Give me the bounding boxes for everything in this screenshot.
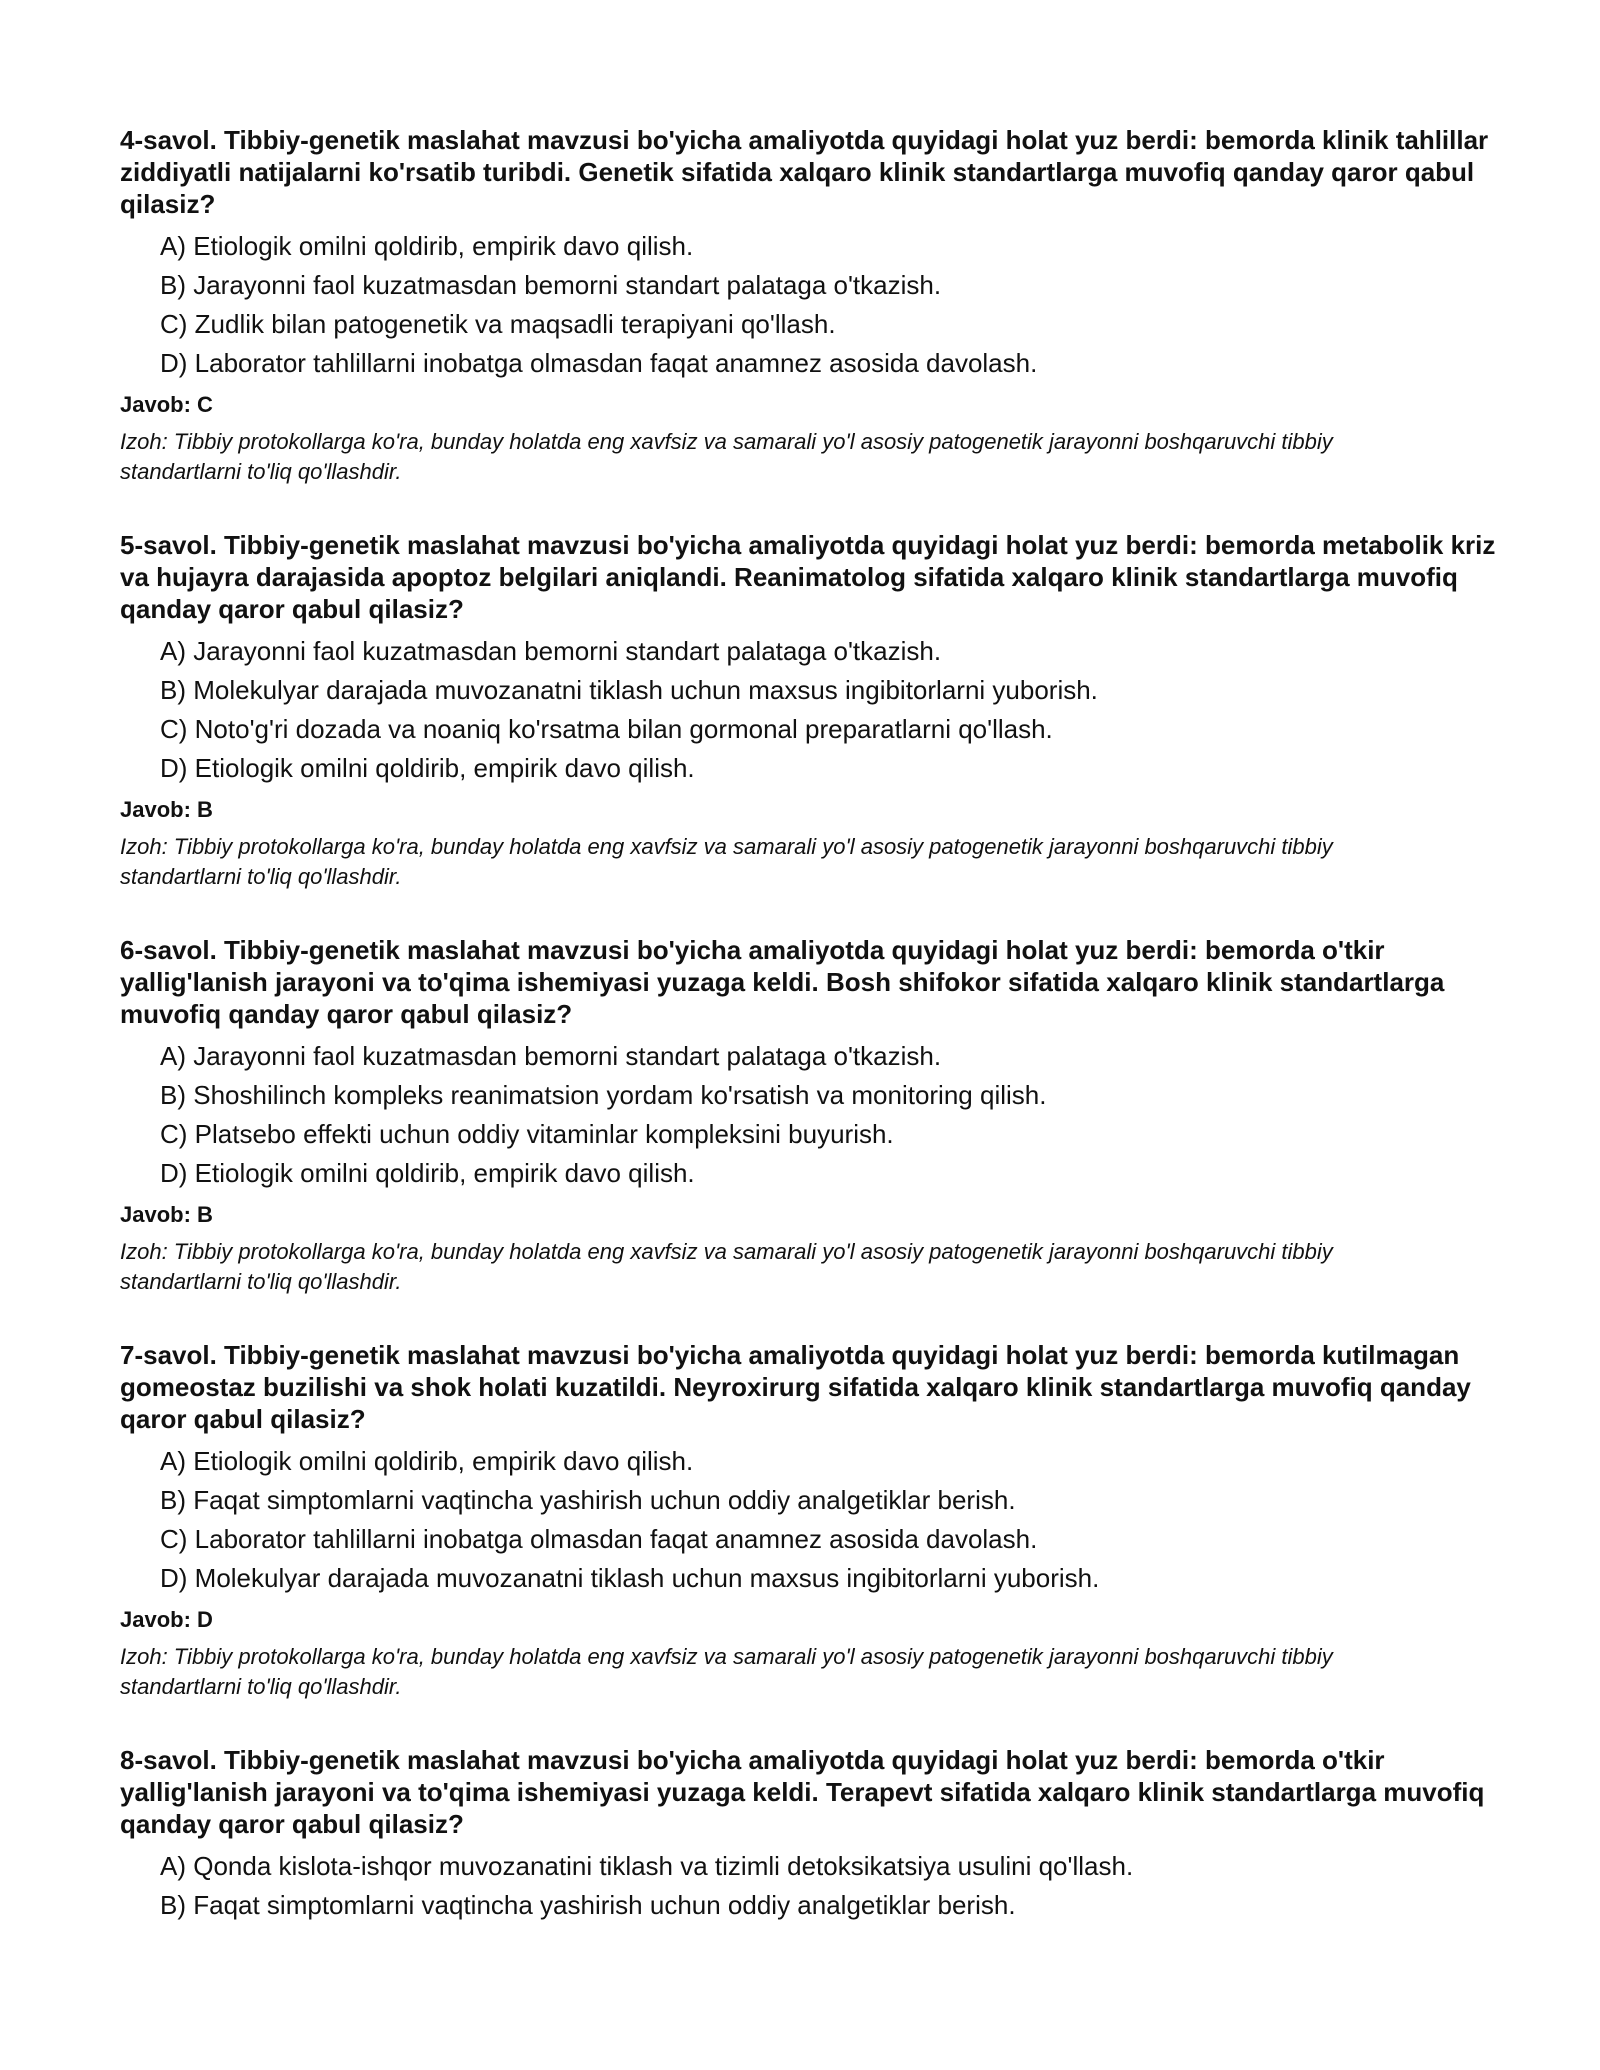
answer: Javob: B: [120, 1202, 213, 1227]
question-title: 6-savol. Tibbiy-genetik maslahat mavzusi bo'yicha amaliyotda quyidagi holat yuz berdi: bemorda o'tkir yallig'lanish jarayoni va to'qima ishemiyasi yuzaga keldi. Bosh shifokor sifatida xalqaro klinik standartlarga muvofiq qanday qaror qabul qilasiz?: [120, 935, 1445, 1029]
options-list: [120, 230, 1500, 379]
question-8: [120, 1744, 1500, 1921]
question-6: [120, 934, 1500, 1297]
option-d: D) Laborator tahlillarni inobatga olmasdan faqat anamnez asosida davolash.: [160, 348, 1038, 378]
option-d: D) Molekulyar darajada muvozanatni tiklash uchun maxsus ingibitorlarni yuborish.: [160, 1563, 1100, 1593]
question-title: 4-savol. Tibbiy-genetik maslahat mavzusi bo'yicha amaliyotda quyidagi holat yuz berdi: bemorda klinik tahlillar ziddiyatli natijalarni ko'rsatib turibdi. Genetik sifatida xalqaro klinik standartlarga muvofiq qanday qaror qabul qilasiz?: [120, 125, 1489, 219]
option-a: A) Etiologik omilni qoldirib, empirik davo qilish.: [160, 1446, 694, 1476]
option-b: B) Faqat simptomlarni vaqtincha yashirish uchun oddiy analgetiklar berish.: [160, 1890, 1016, 1920]
option-d: D) Etiologik omilni qoldirib, empirik davo qilish.: [160, 1158, 695, 1188]
option-b: B) Molekulyar darajada muvozanatni tiklash uchun maxsus ingibitorlarni yuborish.: [160, 675, 1098, 705]
option-c: C) Zudlik bilan patogenetik va maqsadli terapiyani qo'llash.: [160, 309, 836, 339]
option-a: A) Etiologik omilni qoldirib, empirik davo qilish.: [160, 231, 694, 261]
option-b: B) Faqat simptomlarni vaqtincha yashirish uchun oddiy analgetiklar berish.: [160, 1485, 1016, 1515]
options-list: [120, 1850, 1500, 1921]
option-a: A) Jarayonni faol kuzatmasdan bemorni standart palataga o'tkazish.: [160, 636, 942, 666]
answer: Javob: D: [120, 1607, 213, 1632]
question-title: 5-savol. Tibbiy-genetik maslahat mavzusi bo'yicha amaliyotda quyidagi holat yuz berdi: bemorda metabolik kriz va hujayra darajasida apoptoz belgilari aniqlandi. Reanimatolog sifatida xalqaro klinik standartlarga muvofiq qanday qaror qabul qilasiz?: [120, 530, 1496, 624]
explanation: Izoh: Tibbiy protokollarga ko'ra, bunday holatda eng xavfsiz va samarali yo'l asosiy patogenetik jarayonni boshqaruvchi tibbiy standartlarni to'liq qo'llashdir.: [120, 834, 1333, 889]
answer: Javob: B: [120, 797, 213, 822]
option-b: B) Shoshilinch kompleks reanimatsion yordam ko'rsatish va monitoring qilish.: [160, 1080, 1047, 1110]
explanation: Izoh: Tibbiy protokollarga ko'ra, bunday holatda eng xavfsiz va samarali yo'l asosiy patogenetik jarayonni boshqaruvchi tibbiy standartlarni to'liq qo'llashdir.: [120, 429, 1333, 484]
option-b: B) Jarayonni faol kuzatmasdan bemorni standart palataga o'tkazish.: [160, 270, 942, 300]
explanation: Izoh: Tibbiy protokollarga ko'ra, bunday holatda eng xavfsiz va samarali yo'l asosiy patogenetik jarayonni boshqaruvchi tibbiy standartlarni to'liq qo'llashdir.: [120, 1239, 1333, 1294]
answer: Javob: C: [120, 392, 213, 417]
options-list: [120, 1445, 1500, 1594]
option-a: A) Qonda kislota-ishqor muvozanatini tiklash va tizimli detoksikatsiya usulini qo'llash.: [160, 1851, 1134, 1881]
option-c: C) Platsebo effekti uchun oddiy vitaminlar kompleksini buyurish.: [160, 1119, 894, 1149]
explanation: Izoh: Tibbiy protokollarga ko'ra, bunday holatda eng xavfsiz va samarali yo'l asosiy patogenetik jarayonni boshqaruvchi tibbiy standartlarni to'liq qo'llashdir.: [120, 1644, 1333, 1699]
options-list: [120, 635, 1500, 784]
options-list: [120, 1040, 1500, 1189]
question-7: [120, 1339, 1500, 1702]
option-c: C) Noto'g'ri dozada va noaniq ko'rsatma bilan gormonal preparatlarni qo'llash.: [160, 714, 1053, 744]
option-d: D) Etiologik omilni qoldirib, empirik davo qilish.: [160, 753, 695, 783]
option-c: C) Laborator tahlillarni inobatga olmasdan faqat anamnez asosida davolash.: [160, 1524, 1038, 1554]
question-4: [120, 124, 1500, 487]
document-page: [120, 124, 1500, 1963]
question-title: 8-savol. Tibbiy-genetik maslahat mavzusi bo'yicha amaliyotda quyidagi holat yuz berdi: bemorda o'tkir yallig'lanish jarayoni va to'qima ishemiyasi yuzaga keldi. Terapevt sifatida xalqaro klinik standartlarga muvofiq qanday qaror qabul qilasiz?: [120, 1745, 1485, 1839]
question-title: 7-savol. Tibbiy-genetik maslahat mavzusi bo'yicha amaliyotda quyidagi holat yuz berdi: bemorda kutilmagan gomeostaz buzilishi va shok holati kuzatildi. Neyroxirurg sifatida xalqaro klinik standartlarga muvofiq qanday qaror qabul qilasiz?: [120, 1340, 1471, 1434]
option-a: A) Jarayonni faol kuzatmasdan bemorni standart palataga o'tkazish.: [160, 1041, 942, 1071]
question-5: [120, 529, 1500, 892]
